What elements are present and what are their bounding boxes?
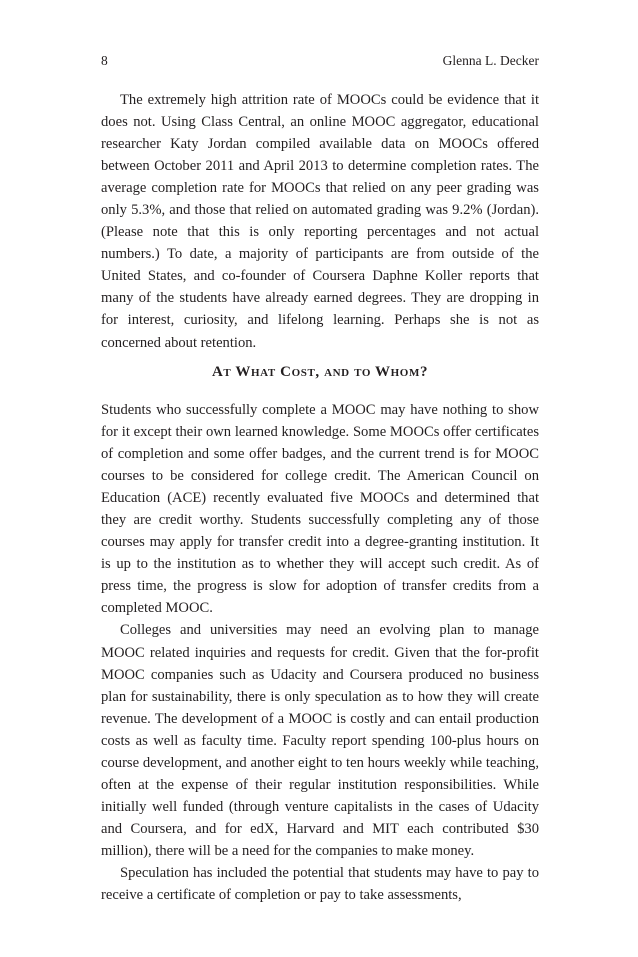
page-number: 8: [101, 53, 108, 68]
body-paragraph: Colleges and universities may need an evolving plan to manage MOOC related inquiries and requests for credit. Given that the for-profit MOOC companies such as Udacity and Coursera produced no business plan for sustainability, there is only speculation as to how they will create revenue. The development of a MOOC is costly and can entail production costs as well as faculty time. Faculty report spending 100-plus hours on course development, and another eight to ten hours weekly while teaching, often at the expense of their regular institution responsibilities. While initially well funded (through venture capitalists in the cases of Udacity and Coursera, and for edX, Harvard and MIT each contributed $30 million), there will be a need for the companies to make money.: [101, 622, 539, 859]
running-header: [101, 51, 539, 71]
running-header-author: Glenna L. Decker: [442, 53, 539, 68]
section-heading: At What Cost, and to Whom?: [211, 364, 429, 380]
body-paragraph: The extremely high attrition rate of MOOCs could be evidence that it does not. Using Class Central, an online MOOC aggregator, educational researcher Katy Jordan compiled available data on MOOCs offered between October 2011 and April 2013 to determine completion rates. The average completion rate for MOOCs that relied on any peer grading was only 5.3%, and those that relied on automated grading was 9.2% (Jordan). (Please note that this is only reporting percentages and not actual numbers.) To date, a majority of participants are from outside of the United States, and co-founder of Coursera Daphne Koller reports that many of the students have already earned degrees. They are dropping in for interest, curiosity, and lifelong learning. Perhaps she is not as concerned about retention.: [101, 92, 539, 351]
body-paragraph: Speculation has included the potential that students may have to pay to receive a certificate of completion or pay to take assessments,: [101, 864, 539, 904]
body-paragraph: Students who successfully complete a MOOC may have nothing to show for it except their own learned knowledge. Some MOOCs offer certificates of completion and some offer badges, and the current trend is for MOOC courses to be considered for college credit. The American Council on Education (ACE) recently evaluated five MOOCs and determined that they are credit worthy. Students successfully completing any of those courses may apply for transfer credit into a degree-granting institution. It is up to the institution as to whether they will accept such credit. As of press time, the progress is slow for adoption of transfer credits from a completed MOOC.: [101, 402, 539, 617]
intro-text-block: [101, 89, 539, 354]
section-text-block: [101, 399, 539, 906]
